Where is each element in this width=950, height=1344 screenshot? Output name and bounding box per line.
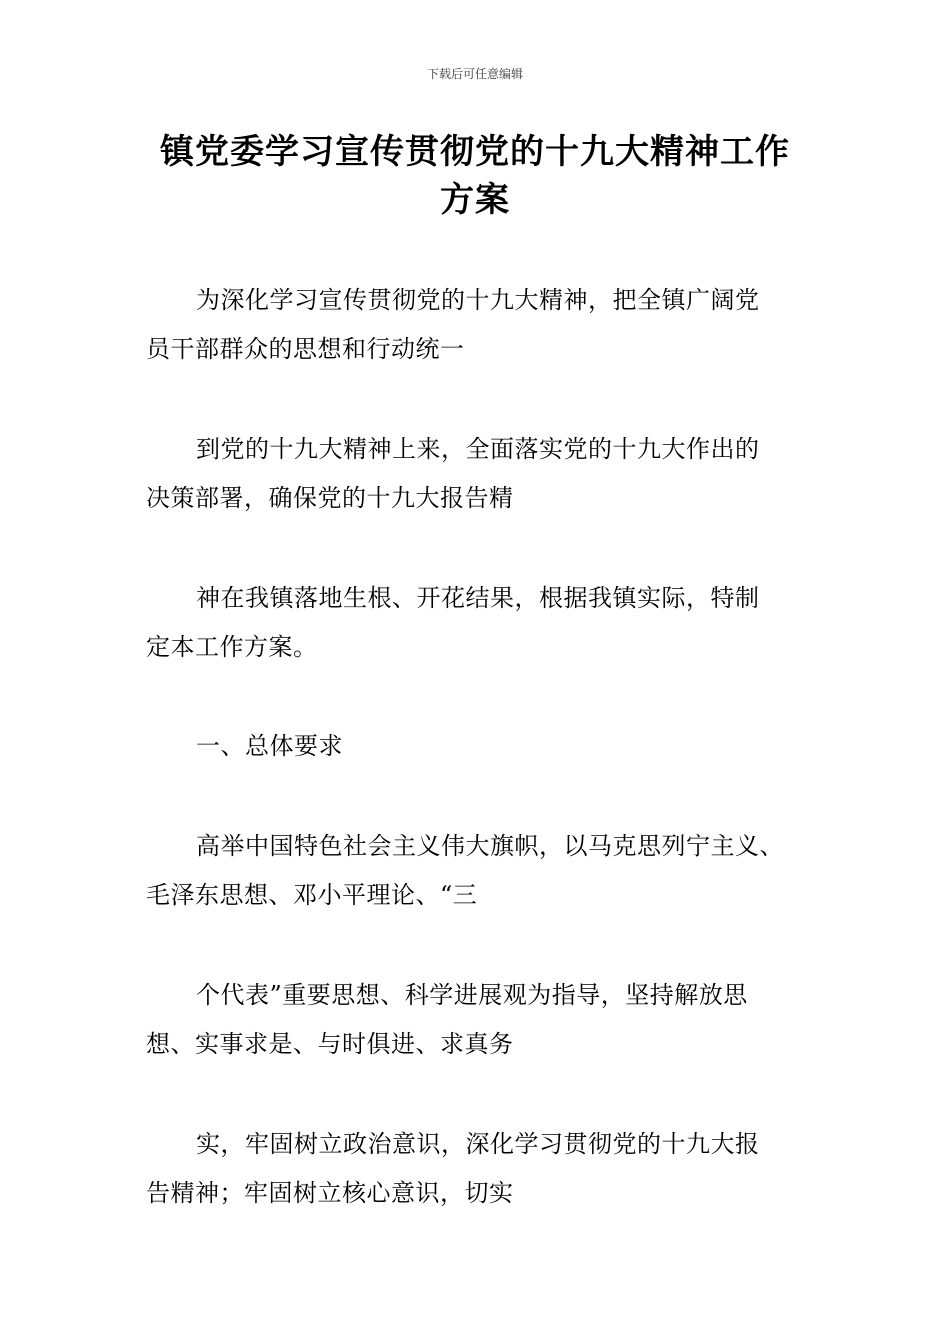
section-heading-text: 一、总体要求 (196, 732, 343, 760)
paragraph-line: 决策部署，确保党的十九大报告精 (146, 484, 514, 512)
document-title (130, 128, 820, 224)
paragraph-5 (146, 971, 836, 1069)
paragraph-line: 个代表”重要思想、科学进展观为指导，坚持解放思 (196, 981, 748, 1009)
paragraph-line: 高举中国特色社会主义伟大旗帜，以马克思列宁主义、 (196, 832, 784, 860)
title-line-2: 方案 (440, 180, 510, 220)
paragraph-3 (146, 574, 836, 672)
paragraph-line: 员干部群众的思想和行动统一 (146, 335, 465, 363)
paragraph-1 (146, 276, 836, 374)
paragraph-line: 毛泽东思想、邓小平理论、“三 (146, 881, 478, 909)
paragraph-line: 到党的十九大精神上来，全面落实党的十九大作出的 (196, 435, 760, 463)
paragraph-line: 实，牢固树立政治意识，深化学习贯彻党的十九大报 (196, 1130, 760, 1158)
paragraph-2 (146, 425, 836, 523)
paragraph-line: 定本工作方案。 (146, 633, 318, 661)
title-line-1: 镇党委学习宣传贯彻党的十九大精神工作 (160, 132, 790, 172)
header-note: 下载后可任意编辑 (426, 67, 523, 81)
paragraph-line: 告精神；牢固树立核心意识，切实 (146, 1179, 514, 1207)
section-heading (146, 722, 836, 771)
paragraph-4 (146, 822, 836, 920)
paragraph-6 (146, 1120, 836, 1218)
paragraph-line: 想、实事求是、与时俱进、求真务 (146, 1030, 514, 1058)
paragraph-line: 神在我镇落地生根、开花结果，根据我镇实际，特制 (196, 584, 760, 612)
paragraph-line: 为深化学习宣传贯彻党的十九大精神，把全镇广阔党 (196, 286, 760, 314)
